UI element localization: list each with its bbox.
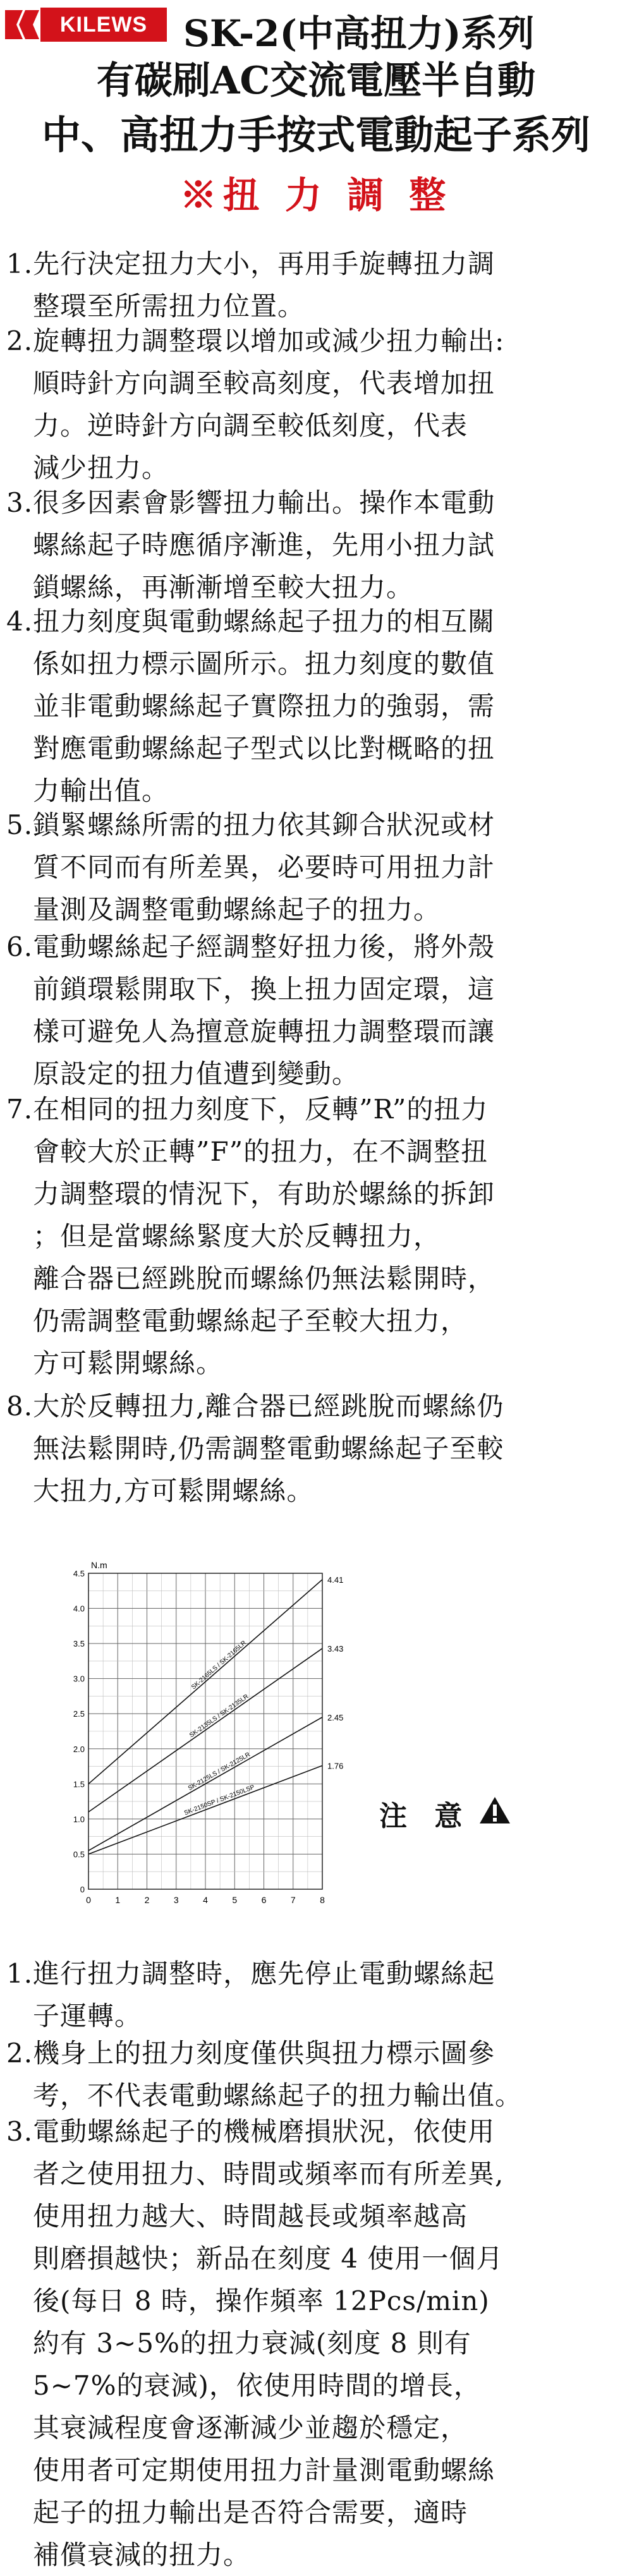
instruction-item-line: 力調整環的情況下，有助於螺絲的拆卸 xyxy=(33,1178,495,1209)
instruction-item-line: 對應電動螺絲起子型式以比對概略的扭 xyxy=(33,733,495,764)
instruction-item-4 xyxy=(6,600,629,812)
y-tick-label: 1.0 xyxy=(73,1814,85,1824)
torque-chart xyxy=(57,1554,354,1914)
notice-item-line: 使用者可定期使用扭力計量測電動螺絲 xyxy=(33,2455,495,2486)
y-tick-label: 2.5 xyxy=(73,1709,85,1719)
section-title: ※扭 力 調 整 xyxy=(179,174,453,217)
kilews-logo xyxy=(4,5,167,44)
instruction-item-line: 大扭力,方可鬆開螺絲。 xyxy=(33,1475,314,1506)
series-name-label: SK-2125LS / SK-2125LR xyxy=(186,1751,252,1793)
instruction-item-line: 力輸出值。 xyxy=(33,775,169,806)
instruction-item-line: 離合器已經跳脫而螺絲仍無法鬆開時， xyxy=(33,1263,495,1294)
notice-item-line: 使用扭力越大、時間越長或頻率越高 xyxy=(33,2201,468,2232)
notice-label: 注 意 xyxy=(379,1800,471,1832)
warning-icon xyxy=(478,1796,511,1832)
x-tick-label: 8 xyxy=(320,1895,325,1905)
instruction-item-2 xyxy=(6,320,629,489)
notice-item-line: 子運轉。 xyxy=(33,2000,142,2031)
notice-item-3 xyxy=(6,2110,629,2576)
header xyxy=(0,0,632,217)
instruction-item-line: 5.鎖緊螺絲所需的扭力依其鉚合狀況或材 xyxy=(6,809,495,840)
x-tick-label: 5 xyxy=(232,1895,238,1905)
instruction-item-line: 樣可避免人為擅意旋轉扭力調整環而讓 xyxy=(33,1016,495,1047)
series-name-label: SK-2150SP / SK-2150LSP xyxy=(183,1784,256,1817)
instruction-item-line: ；但是當螺絲緊度大於反轉扭力， xyxy=(33,1221,441,1252)
series-title: SK-2(中高扭力)系列 xyxy=(183,12,535,55)
instruction-item-line: 會較大於正轉”F”的扭力，在不調整扭 xyxy=(33,1136,489,1167)
notice-item-2 xyxy=(6,2032,629,2117)
series-end-label: 4.41 xyxy=(327,1575,344,1585)
instruction-item-line: 並非電動螺絲起子實際扭力的強弱，需 xyxy=(33,691,495,722)
instruction-item-1 xyxy=(6,243,629,327)
y-axis-label: N.m xyxy=(91,1560,107,1570)
instruction-item-line: 無法鬆開時,仍需調整電動螺絲起子至較 xyxy=(33,1433,504,1464)
instruction-item-line: 鎖螺絲，再漸漸增至較大扭力。 xyxy=(33,572,414,603)
y-tick-label: 1.5 xyxy=(73,1779,85,1789)
notice-item-line: 考，不代表電動螺絲起子的扭力輸出值。 xyxy=(33,2080,523,2111)
y-tick-label: 0 xyxy=(80,1885,85,1894)
notice-item-line: 起子的扭力輸出是否符合需要，適時 xyxy=(33,2497,468,2528)
notice-item-line: 後(每日 8 時，操作頻率 12Pcs/min) xyxy=(33,2285,490,2316)
y-tick-label: 2.0 xyxy=(73,1744,85,1754)
subtitle-line-2: 中、高扭力手按式電動起子系列 xyxy=(41,112,590,158)
subtitle-line-1: 有碳刷AC交流電壓半自動 xyxy=(96,59,536,103)
instruction-item-line: 整環至所需扭力位置。 xyxy=(33,291,305,322)
logo-text: KILEWS xyxy=(40,8,167,42)
instruction-item-line: 6.電動螺絲起子經調整好扭力後，將外殼 xyxy=(6,931,495,962)
x-tick-label: 6 xyxy=(261,1895,267,1905)
instruction-item-5 xyxy=(6,804,629,931)
notice-item-line: 則磨損越快；新品在刻度 4 使用一個月 xyxy=(33,2243,504,2274)
instruction-item-line: 質不同而有所差異，必要時可用扭力計 xyxy=(33,852,495,883)
x-tick-label: 0 xyxy=(86,1895,91,1905)
notice-item-line: 約有 3~5%的扭力衰減(刻度 8 則有 xyxy=(33,2328,471,2359)
instruction-item-line: 減少扭力。 xyxy=(33,452,169,483)
series-name-label: SK-2135LS / SK-2135LR xyxy=(188,1693,250,1739)
x-tick-label: 1 xyxy=(115,1895,121,1905)
kilews-logo-icon xyxy=(4,5,40,44)
y-tick-label: 3.5 xyxy=(73,1639,85,1649)
instruction-item-line: 仍需調整電動螺絲起子至較大扭力， xyxy=(33,1305,468,1336)
instruction-item-line: 原設定的扭力值遭到變動。 xyxy=(33,1058,360,1089)
notice-item-line: 補償衰減的扭力。 xyxy=(33,2539,251,2570)
series-name-label: SK-2165LS / SK-2165LR xyxy=(190,1639,248,1691)
series-end-label: 3.43 xyxy=(327,1643,344,1654)
y-tick-label: 4.5 xyxy=(73,1569,85,1578)
notice-item-line: 1.進行扭力調整時，應先停止電動螺絲起 xyxy=(6,1958,495,1989)
torque-chart-svg xyxy=(57,1554,354,1914)
y-tick-label: 4.0 xyxy=(73,1604,85,1614)
instruction-item-6 xyxy=(6,926,629,1095)
instruction-item-line: 係如扭力標示圖所示。扭力刻度的數值 xyxy=(33,648,495,679)
instruction-item-line: 順時針方向調至較高刻度，代表增加扭 xyxy=(33,368,495,399)
instruction-item-line: 3.很多因素會影響扭力輸出。操作本電動 xyxy=(6,487,495,518)
notice-item-line: 其衰減程度會逐漸減少並趨於穩定， xyxy=(33,2412,468,2443)
instruction-item-8 xyxy=(6,1385,629,1512)
notice-item-1 xyxy=(6,1952,629,2037)
notice-item-line: 3.電動螺絲起子的機械磨損狀況，依使用 xyxy=(6,2116,495,2147)
x-tick-label: 4 xyxy=(203,1895,208,1905)
notice-item-line: 5~7%的衰減)，依使用時間的增長， xyxy=(33,2370,481,2401)
x-tick-label: 3 xyxy=(173,1895,179,1905)
series-end-label: 1.76 xyxy=(327,1761,344,1771)
instruction-item-line: 前鎖環鬆開取下，換上扭力固定環，這 xyxy=(33,974,495,1005)
instruction-item-line: 8.大於反轉扭力,離合器已經跳脫而螺絲仍 xyxy=(6,1391,504,1422)
x-tick-label: 7 xyxy=(290,1895,296,1905)
series-end-label: 2.45 xyxy=(327,1712,344,1722)
y-tick-label: 3.0 xyxy=(73,1674,85,1684)
x-tick-label: 2 xyxy=(144,1895,150,1905)
instruction-item-line: 7.在相同的扭力刻度下，反轉”R”的扭力 xyxy=(6,1094,489,1125)
notice-item-line: 者之使用扭力、時間或頻率而有所差異, xyxy=(33,2158,504,2189)
instruction-item-line: 方可鬆開螺絲。 xyxy=(33,1348,224,1379)
instruction-item-line: 1.先行決定扭力大小，再用手旋轉扭力調 xyxy=(6,248,495,279)
instruction-item-7 xyxy=(6,1088,629,1384)
instruction-item-line: 2.旋轉扭力調整環以增加或減少扭力輸出: xyxy=(6,325,505,356)
notice-item-line: 2.機身上的扭力刻度僅供與扭力標示圖參 xyxy=(6,2038,495,2069)
instruction-item-line: 螺絲起子時應循序漸進，先用小扭力試 xyxy=(33,529,495,560)
instruction-item-line: 力。逆時針方向調至較低刻度，代表 xyxy=(33,410,468,441)
y-tick-label: 0.5 xyxy=(73,1849,85,1859)
instruction-item-3 xyxy=(6,481,629,608)
instruction-item-line: 4.扭力刻度與電動螺絲起子扭力的相互關 xyxy=(6,606,495,637)
notice-heading xyxy=(379,1793,511,1834)
instruction-item-line: 量測及調整電動螺絲起子的扭力。 xyxy=(33,894,441,925)
